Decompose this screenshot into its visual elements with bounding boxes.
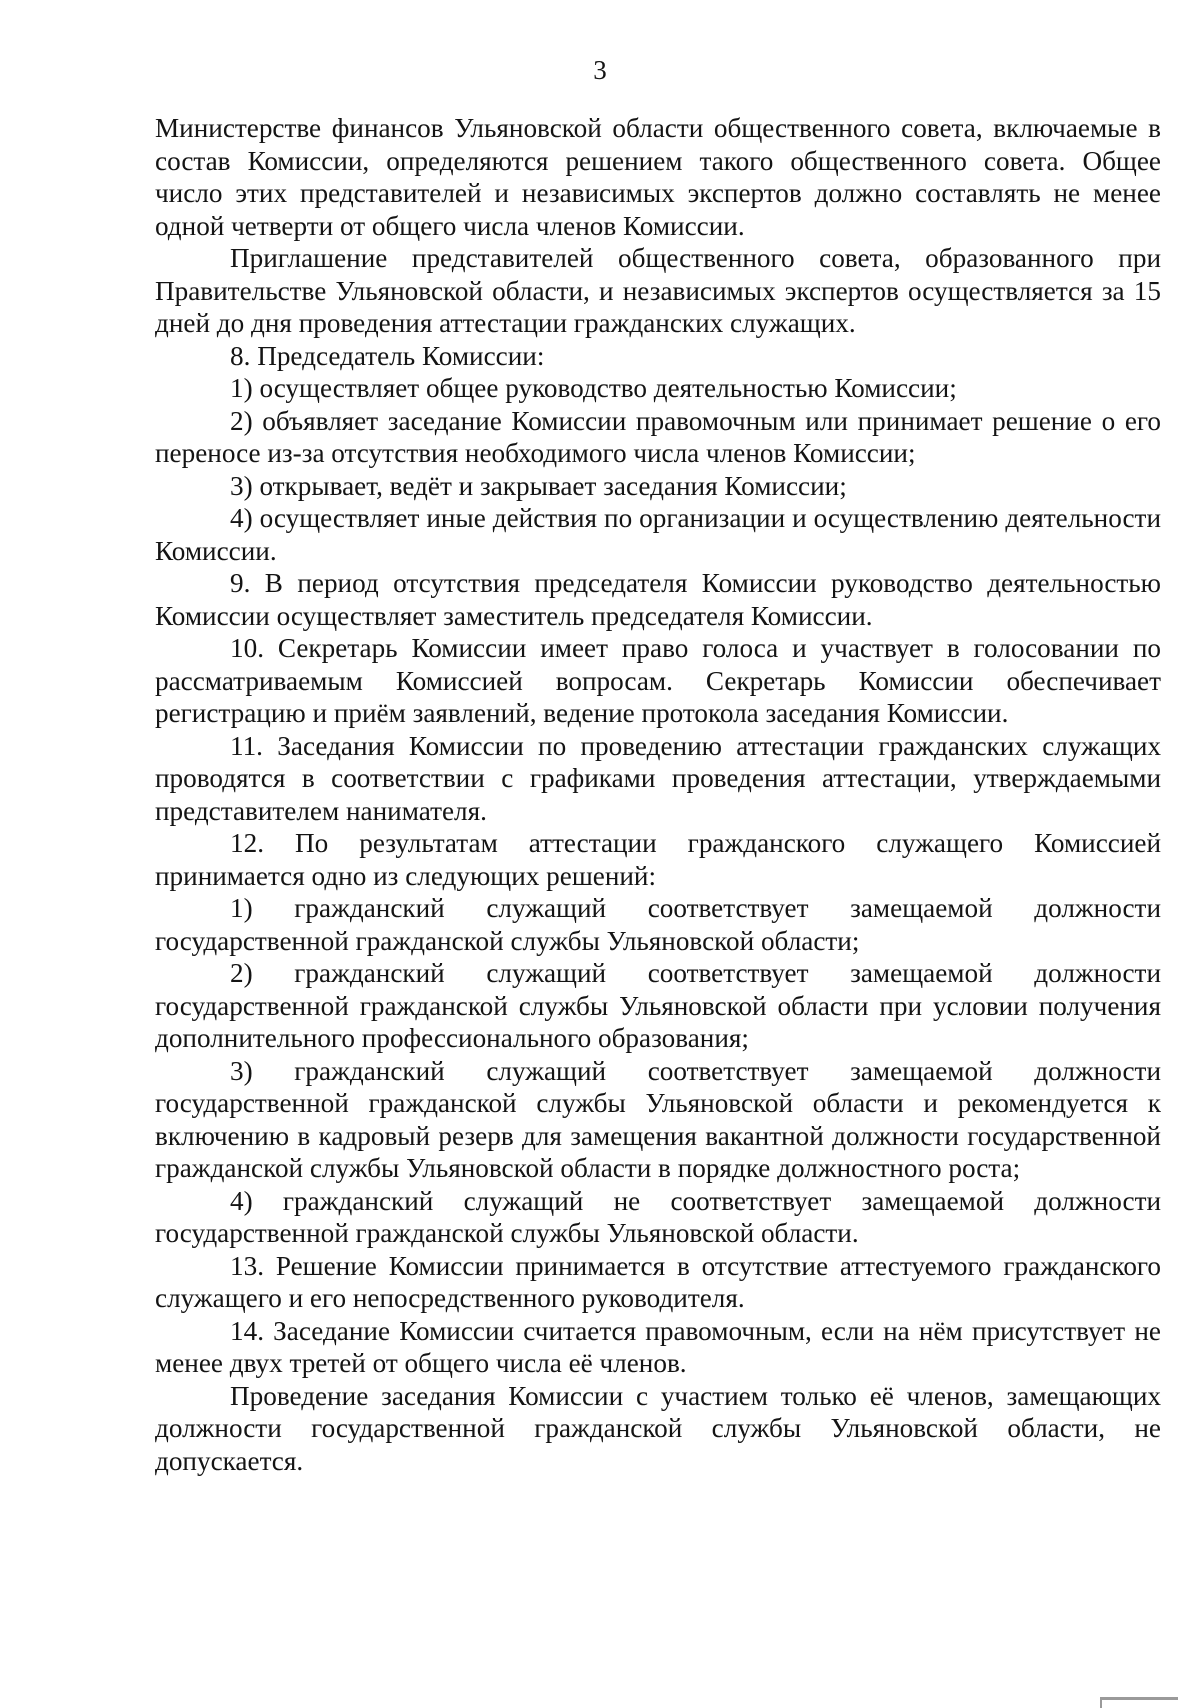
paragraph-8-item-4: 4) осуществляет иные действия по организации и осуществлению деятельности Комиссии. bbox=[155, 503, 1161, 566]
paragraph-9: 9. В период отсутствия председателя Комиссии руководство деятельностью Комиссии осуществляет заместитель председателя Комиссии. bbox=[155, 568, 1161, 631]
paragraph-14: 14. Заседание Комиссии считается правомочным, если на нём присутствует не менее двух третей от общего числа её членов. bbox=[155, 1315, 1161, 1378]
paragraph-continuation: Министерстве финансов Ульяновской области общественного совета, включаемые в состав Комиссии, определяются решением такого общественного совета. Общее число этих представителей и независимых экспертов должно составлять не менее одной четверти от общего числа членов Комиссии. bbox=[155, 113, 1161, 241]
paragraph-final: Проведение заседания Комиссии с участием только её членов, замещающих должности государственной гражданской службы Ульяновской области, не допускается. bbox=[155, 1380, 1161, 1476]
paragraph-8-heading: 8. Председатель Комиссии: bbox=[230, 340, 545, 371]
paragraph-8-item-1: 1) осуществляет общее руководство деятельностью Комиссии; bbox=[230, 373, 957, 403]
paragraph-12-item-3: 3) гражданский служащий соответствует замещаемой должности государственной гражданской службы Ульяновской области и рекомендуется к включению в кадровый резерв для замещения вакантной должности государственной гражданской службы Ульяновской области в порядке должностного роста; bbox=[155, 1055, 1161, 1183]
paragraph-12-item-1: 1) гражданский служащий соответствует замещаемой должности государственной гражданской службы Ульяновской области; bbox=[155, 893, 1161, 956]
paragraph-10: 10. Секретарь Комиссии имеет право голоса и участвует в голосовании по рассматриваемым Комиссией вопросам. Секретарь Комиссии обеспечивает регистрацию и приём заявлений, ведение протокола заседания Комиссии. bbox=[155, 633, 1161, 728]
document-body bbox=[155, 112, 1161, 1477]
paragraph-8-item-2: 2) объявляет заседание Комиссии правомочным или принимает решение о его переносе из-за отсутствия необходимого числа членов Комиссии; bbox=[155, 405, 1161, 468]
paragraph-13: 13. Решение Комиссии принимается в отсутствие аттестуемого гражданского служащего и его непосредственного руководителя. bbox=[155, 1250, 1161, 1313]
paragraph-12-item-2: 2) гражданский служащий соответствует замещаемой должности государственной гражданской службы Ульяновской области при условии получения дополнительного профессионального образования; bbox=[155, 958, 1161, 1053]
paragraph-8-item-3: 3) открывает, ведёт и закрывает заседания Комиссии; bbox=[230, 470, 847, 501]
paragraph-11: 11. Заседания Комиссии по проведению аттестации гражданских служащих проводятся в соответствии с графиками проведения аттестации, утверждаемыми представителем нанимателя. bbox=[155, 730, 1161, 826]
paragraph-12-heading: 12. По результатам аттестации гражданского служащего Комиссией принимается одно из следующих решений: bbox=[155, 828, 1161, 891]
paragraph-12-item-4: 4) гражданский служащий не соответствует замещаемой должности государственной гражданской службы Ульяновской области. bbox=[155, 1185, 1161, 1248]
page-number: 3 bbox=[593, 55, 607, 85]
paragraph-invitation: Приглашение представителей общественного совета, образованного при Правительстве Ульяновской области, и независимых экспертов осуществляется за 15 дней до дня проведения аттестации гражданских служащих. bbox=[155, 243, 1161, 338]
scan-edge-mark bbox=[1100, 1697, 1178, 1708]
